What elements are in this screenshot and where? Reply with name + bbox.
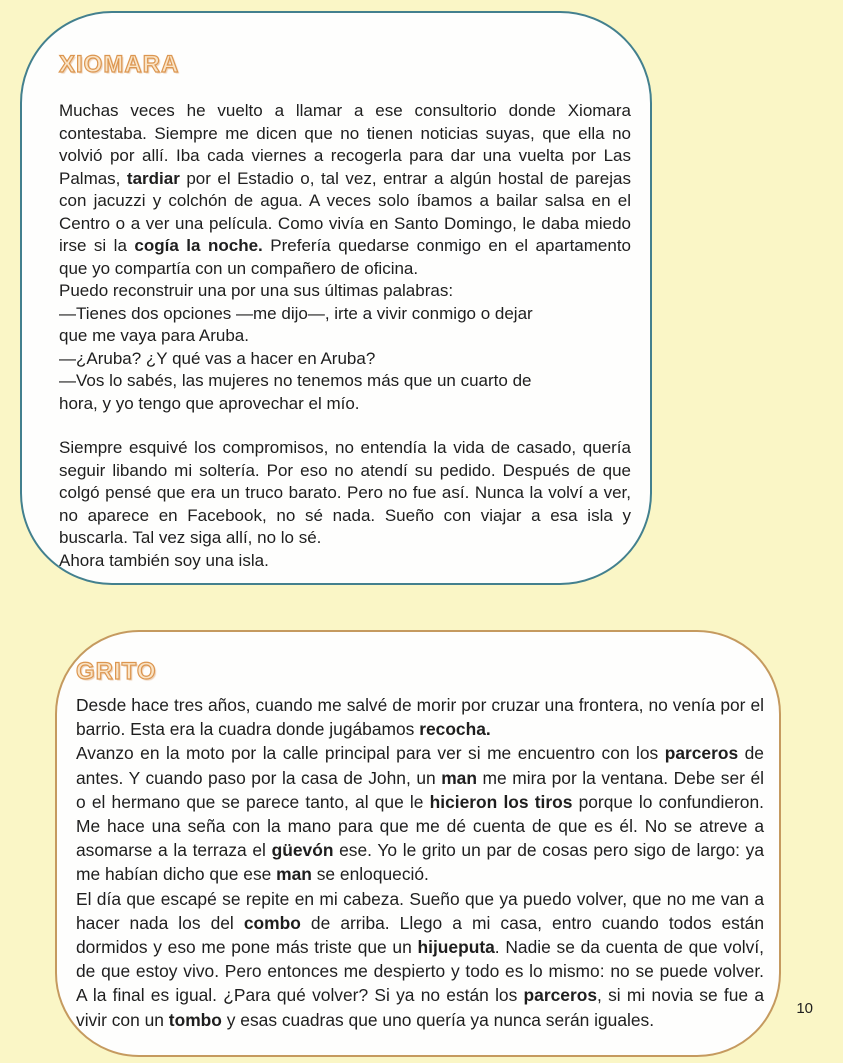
story-paragraph: —Tienes dos opciones —me dijo—, irte a vivir conmigo o dejar <box>59 303 533 323</box>
story-paragraph: Muchas veces he vuelto a llamar a ese consultorio donde Xiomara contestaba. Siempre me dicen que no tienen noticias suyas, que ella no volvió por allí. Iba cada viernes a recogerla para dar una vuelta por Las Palmas, tardiar por el Estadio o, tal vez, entrar a algún hostal de parejas con jacuzzi y colchón de agua. A veces solo íbamos a bailar salsa en el Centro o a ver una película. Como vivía en Santo Domingo, le daba miedo irse si la cogía la noche. Prefería quedarse conmigo en el apartamento que yo compartía con un compañero de oficina. <box>59 101 631 278</box>
story-paragraph: Avanzo en la moto por la calle principal para ver si me encuentro con los parceros de antes. Y cuando paso por la casa de John, un man me mira por la ventana. Debe ser él o el hermano que se parece tanto, al que le hicieron los tiros porque lo confundieron. Me hace una seña con la mano para que me dé cuenta de que es él. No se atreve a asomarse a la terraza el güevón ese. Yo le grito un par de cosas pero sigo de largo: ya me habían dicho que ese man se enloqueció. <box>76 743 764 885</box>
grito-title: GRITO <box>76 658 157 685</box>
paragraph-spacer <box>59 415 631 437</box>
story-paragraph: Puedo reconstruir una por una sus últimas palabras: <box>59 281 454 300</box>
story-paragraph: El día que escapé se repite en mi cabeza. Sueño que ya puedo volver, que no me van a hacer nada los del combo de arriba. Llego a mi casa, entro cuando todos están dormidos y eso me pone más triste que un hijueputa. Nadie se da cuenta de que volví, de que estoy vivo. Pero entonces me despierto y todo es lo mismo: no se puede volver. A la final es igual. ¿Para qué volver? Si ya no están los parceros, si mi novia se fue a vivir con un tombo y esas cuadras que uno quería ya nunca serán iguales. <box>76 888 764 1030</box>
story-paragraph: Ahora también soy una isla. <box>59 550 269 570</box>
story-paragraph: Siempre esquivé los compromisos, no entendía la vida de casado, quería seguir libando mi soltería. Por eso no atendí su pedido. Después de que colgó pensé que era un truco barato. Pero no fue así. Nunca la volví a ver, no aparece en Facebook, no sé nada. Sueño con viajar a esa isla y buscarla. Tal vez siga allí, no lo sé. <box>59 438 631 547</box>
xiomara-story-card <box>20 11 652 585</box>
story-paragraph: —Vos lo sabés, las mujeres no tenemos más que un cuarto de <box>59 371 532 390</box>
xiomara-story-text <box>59 100 631 572</box>
story-paragraph: hora, y yo tengo que aprovechar el mío. <box>59 393 360 413</box>
grito-story-card <box>55 630 781 1057</box>
page-number: 10 <box>796 1000 813 1017</box>
grito-story-text <box>76 693 764 1032</box>
story-paragraph: —¿Aruba? ¿Y qué vas a hacer en Aruba? <box>59 348 376 368</box>
story-paragraph: que me vaya para Aruba. <box>59 326 249 345</box>
story-paragraph: Desde hace tres años, cuando me salvé de morir por cruzar una frontera, no venía por el barrio. Esta era la cuadra donde jugábamos recocha. <box>76 695 764 740</box>
xiomara-title: XIOMARA <box>59 51 180 78</box>
